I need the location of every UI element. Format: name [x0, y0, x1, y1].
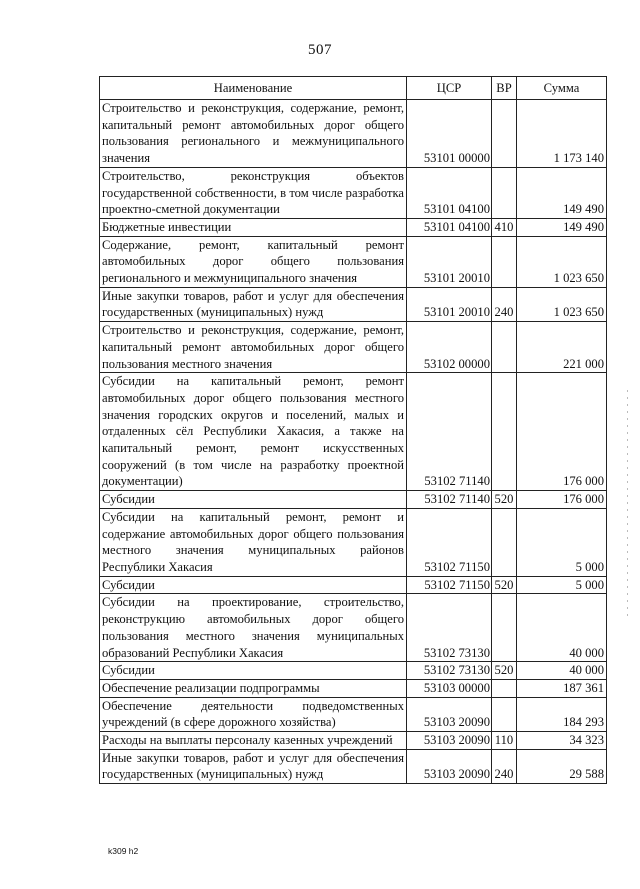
row-vr-cell: 240	[492, 749, 517, 783]
row-sum-cell: 184 293	[517, 697, 607, 731]
row-sum-cell: 1 173 140	[517, 100, 607, 168]
table-row	[100, 167, 607, 218]
row-vr-cell: 110	[492, 732, 517, 750]
row-vr-cell	[492, 236, 517, 287]
row-csr-cell: 53102 73130	[407, 594, 492, 662]
table-row	[100, 491, 607, 509]
row-vr-cell: 240	[492, 287, 517, 321]
row-sum-cell: 1 023 650	[517, 287, 607, 321]
row-csr-cell: 53103 20090	[407, 697, 492, 731]
row-csr-cell: 53101 20010	[407, 287, 492, 321]
row-name-cell: Иные закупки товаров, работ и услуг для обеспечения государственных (муниципальных) нужд	[100, 287, 407, 321]
row-sum-cell: 149 490	[517, 218, 607, 236]
table-body	[100, 100, 607, 784]
row-csr-cell: 53103 00000	[407, 679, 492, 697]
row-name-cell: Субсидии	[100, 491, 407, 509]
row-csr-cell: 53102 71150	[407, 576, 492, 594]
row-sum-cell: 176 000	[517, 373, 607, 491]
table-row	[100, 236, 607, 287]
row-vr-cell	[492, 697, 517, 731]
row-csr-cell: 53101 04100	[407, 167, 492, 218]
row-name-cell: Субсидии	[100, 576, 407, 594]
row-sum-cell: 1 023 650	[517, 236, 607, 287]
row-name-cell: Расходы на выплаты персоналу казенных учреждений	[100, 732, 407, 750]
header-name: Наименование	[100, 77, 407, 100]
scan-edge-mark	[627, 390, 628, 620]
row-name-cell: Содержание, ремонт, капитальный ремонт автомобильных дорог общего пользования регионального и межмуниципального значения	[100, 236, 407, 287]
table-row	[100, 679, 607, 697]
row-name-cell: Строительство, реконструкция объектов государственной собственности, в том числе разработка проектно-сметной документации	[100, 167, 407, 218]
row-vr-cell	[492, 508, 517, 576]
row-sum-cell: 5 000	[517, 576, 607, 594]
row-name-cell: Иные закупки товаров, работ и услуг для обеспечения государственных (муниципальных) нужд	[100, 749, 407, 783]
row-name-cell: Обеспечение деятельности подведомственных учреждений (в сфере дорожного хозяйства)	[100, 697, 407, 731]
row-sum-cell: 149 490	[517, 167, 607, 218]
row-name-cell: Бюджетные инвестиции	[100, 218, 407, 236]
row-sum-cell: 176 000	[517, 491, 607, 509]
row-sum-cell: 5 000	[517, 508, 607, 576]
row-sum-cell: 187 361	[517, 679, 607, 697]
table-row	[100, 662, 607, 680]
row-vr-cell	[492, 167, 517, 218]
table-row	[100, 697, 607, 731]
row-sum-cell: 34 323	[517, 732, 607, 750]
row-vr-cell	[492, 373, 517, 491]
row-csr-cell: 53101 20010	[407, 236, 492, 287]
row-csr-cell: 53102 71150	[407, 508, 492, 576]
header-sum: Сумма	[517, 77, 607, 100]
row-vr-cell	[492, 679, 517, 697]
row-vr-cell: 410	[492, 218, 517, 236]
table-row	[100, 373, 607, 491]
page-number: 507	[308, 42, 332, 58]
footer-code: k309 h2	[108, 846, 139, 856]
table-row	[100, 322, 607, 373]
header-vr: ВР	[492, 77, 517, 100]
row-vr-cell: 520	[492, 491, 517, 509]
row-name-cell: Строительство и реконструкция, содержание, ремонт, капитальный ремонт автомобильных дорог общего пользования регионального и межмуниципального значения	[100, 100, 407, 168]
row-name-cell: Субсидии на проектирование, строительство, реконструкцию автомобильных дорог общего пользования местного значения муниципальных образований Республики Хакасия	[100, 594, 407, 662]
row-csr-cell: 53102 71140	[407, 491, 492, 509]
row-vr-cell: 520	[492, 662, 517, 680]
table-row	[100, 732, 607, 750]
row-csr-cell: 53103 20090	[407, 732, 492, 750]
row-csr-cell: 53102 00000	[407, 322, 492, 373]
table-header-row	[100, 77, 607, 100]
row-vr-cell	[492, 594, 517, 662]
row-sum-cell: 29 588	[517, 749, 607, 783]
row-csr-cell: 53101 04100	[407, 218, 492, 236]
row-sum-cell: 221 000	[517, 322, 607, 373]
table-row	[100, 576, 607, 594]
row-csr-cell: 53102 71140	[407, 373, 492, 491]
row-sum-cell: 40 000	[517, 594, 607, 662]
table-row	[100, 749, 607, 783]
table-row	[100, 100, 607, 168]
table-row	[100, 218, 607, 236]
row-csr-cell: 53102 73130	[407, 662, 492, 680]
budget-table	[99, 76, 607, 784]
row-csr-cell: 53103 20090	[407, 749, 492, 783]
row-vr-cell: 520	[492, 576, 517, 594]
table-row	[100, 594, 607, 662]
table-row	[100, 508, 607, 576]
header-csr: ЦСР	[407, 77, 492, 100]
row-name-cell: Строительство и реконструкция, содержание, ремонт, капитальный ремонт автомобильных дорог общего пользования местного значения	[100, 322, 407, 373]
row-sum-cell: 40 000	[517, 662, 607, 680]
row-name-cell: Субсидии	[100, 662, 407, 680]
row-vr-cell	[492, 322, 517, 373]
row-name-cell: Субсидии на капитальный ремонт, ремонт автомобильных дорог общего пользования местного значения городских округов и поселений, малых и отдаленных сёл Республики Хакасия, а также на капитальный ремонт, ремонт искусственных сооружений (в том числе на разработку проектной документации)	[100, 373, 407, 491]
row-vr-cell	[492, 100, 517, 168]
row-name-cell: Обеспечение реализации подпрограммы	[100, 679, 407, 697]
table-row	[100, 287, 607, 321]
row-csr-cell: 53101 00000	[407, 100, 492, 168]
row-name-cell: Субсидии на капитальный ремонт, ремонт и содержание автомобильных дорог общего пользования местного значения муниципальных районов Республики Хакасия	[100, 508, 407, 576]
